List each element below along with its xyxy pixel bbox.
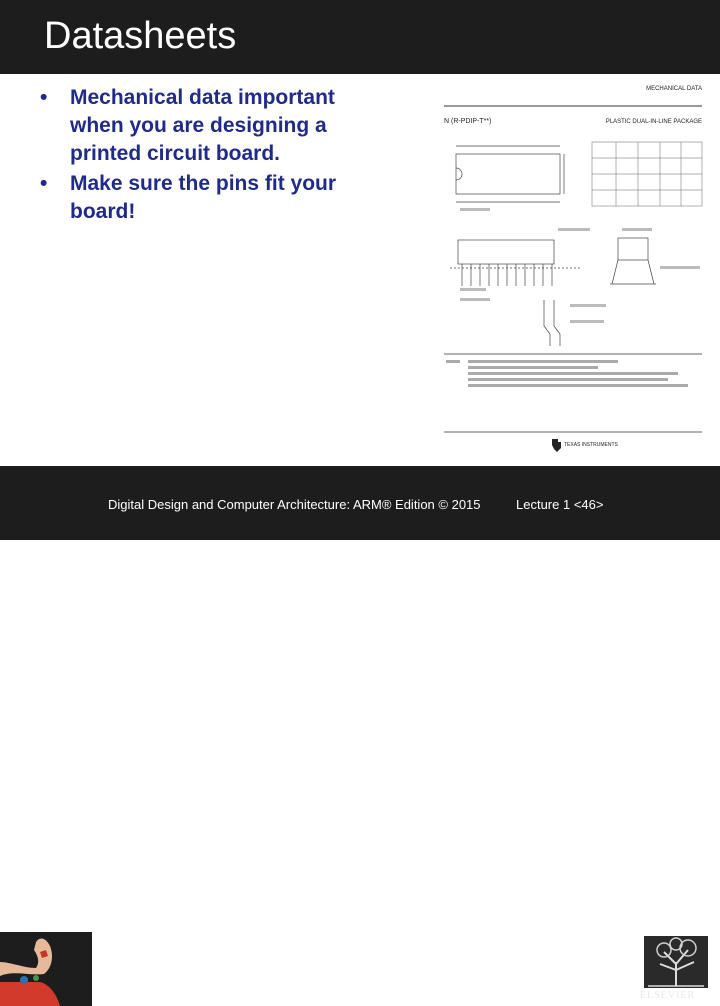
package-code: N (R-PDIP-T**)	[444, 118, 492, 125]
bullet-text: Mechanical data important when you are designing a printed circuit board.	[70, 86, 335, 165]
bullet-text: Make sure the pins fit your board!	[70, 172, 337, 223]
footer-bar	[0, 466, 720, 1001]
flexed-arm-image	[0, 932, 92, 1006]
publisher-name: ELSEVIER	[640, 990, 696, 1001]
elsevier-logo	[636, 934, 716, 1006]
slide-title: Datasheets	[44, 15, 237, 57]
title-bar	[0, 0, 720, 74]
datasheet-image	[440, 78, 708, 462]
footer-book-text: Digital Design and Computer Architecture: ARM® Edition © 2015	[108, 497, 481, 512]
tree-icon	[636, 934, 716, 990]
footer-lecture-number: Lecture 1 <46>	[516, 497, 604, 512]
bullet-symbol: •	[40, 172, 48, 195]
bullet-list	[40, 84, 380, 228]
bullet-item	[40, 170, 380, 226]
datasheet-header: MECHANICAL DATA	[646, 86, 702, 92]
bullet-symbol: •	[40, 86, 48, 109]
company-name: TEXAS INSTRUMENTS	[564, 442, 618, 448]
package-name: PLASTIC DUAL-IN-LINE PACKAGE	[605, 119, 702, 125]
bullet-item	[40, 84, 380, 168]
